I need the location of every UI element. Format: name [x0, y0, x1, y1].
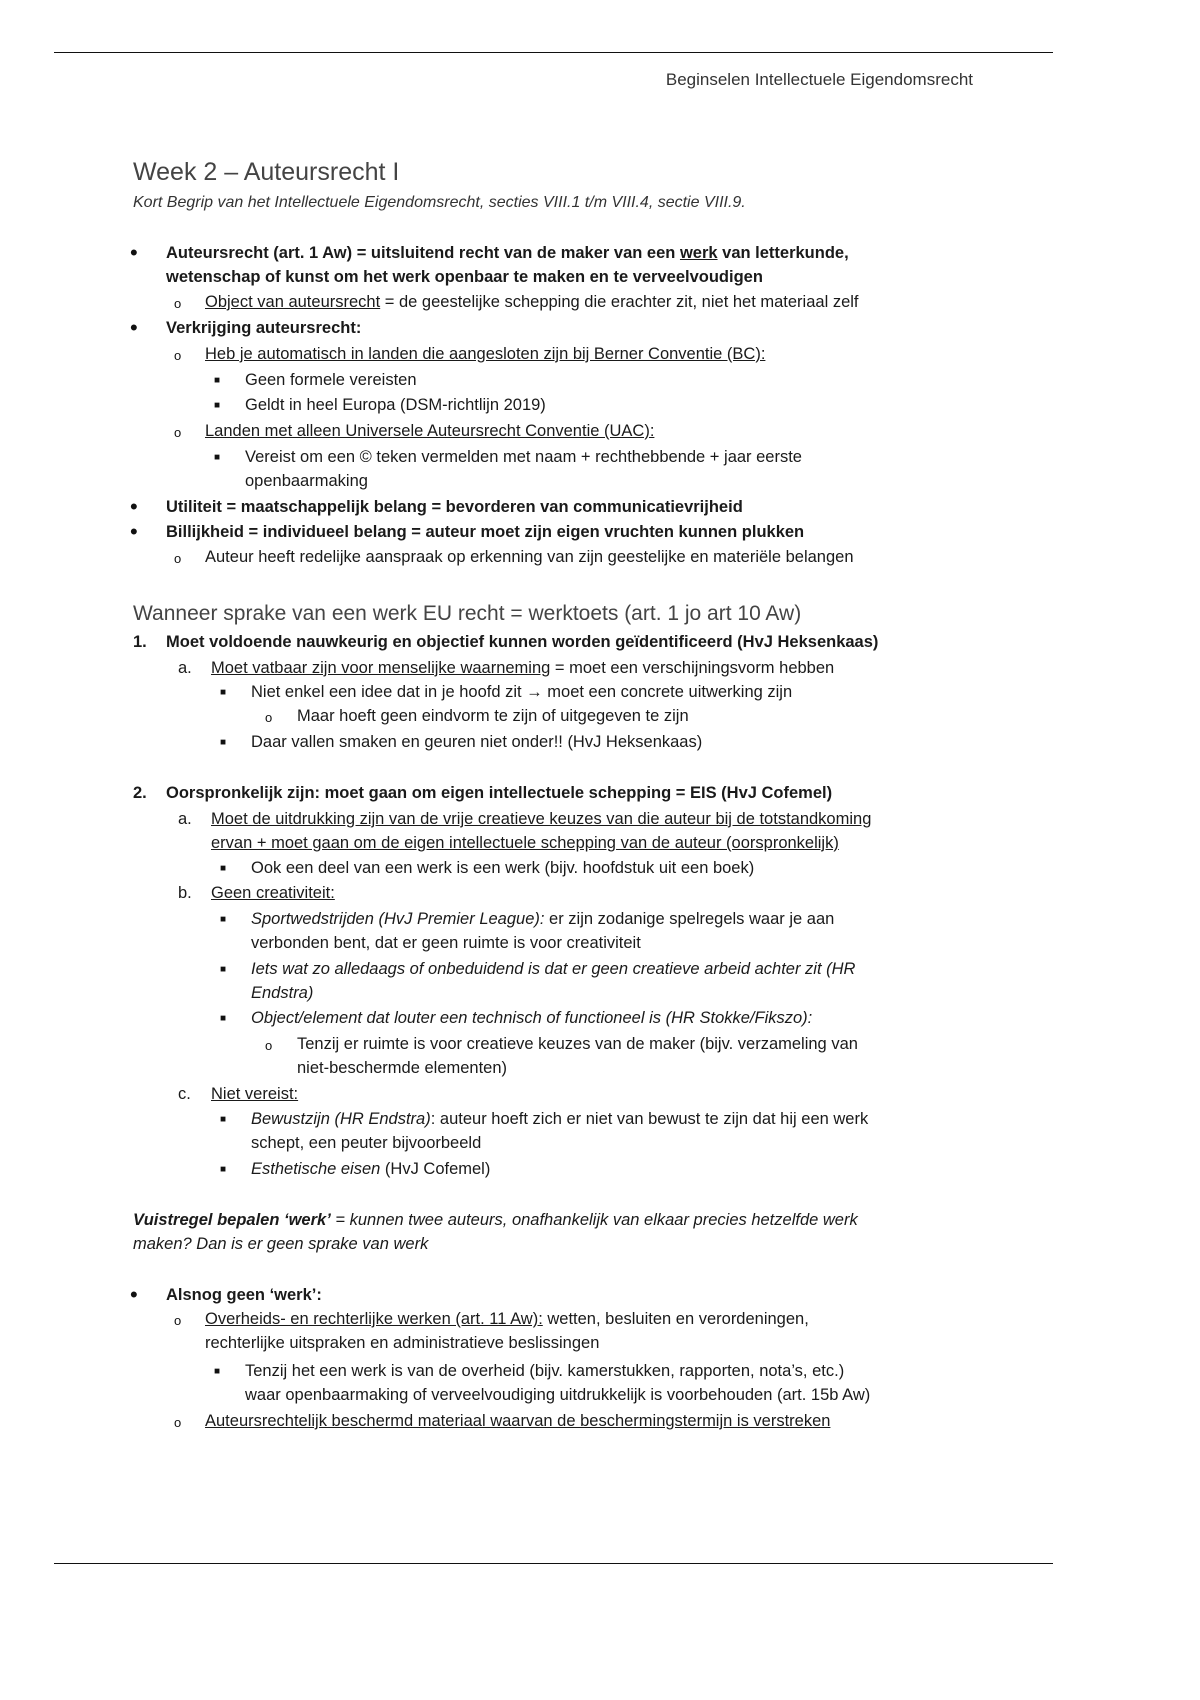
- billijkheid-line: Billijkheid = individueel belang = auteur moet zijn eigen vruchten kunnen plukken: [166, 523, 805, 541]
- werktoets-heading: Wanneer sprake van een werk EU recht = werktoets (art. 1 jo art 10 Aw): [133, 602, 802, 625]
- footer-rule: [54, 1563, 1053, 1564]
- list-number: 1.: [133, 633, 147, 651]
- bullet-square: ■: [220, 964, 227, 975]
- object-line: [205, 293, 859, 312]
- list-letter: c.: [178, 1085, 191, 1103]
- aanspraak-line: Auteur heeft redelijke aanspraak op erkenning van zijn geestelijke en materiële belangen: [205, 548, 854, 566]
- text-span: er zijn zodanige spelregels waar je aan: [544, 910, 835, 928]
- bullet-circle: o: [174, 1313, 182, 1328]
- overheid-tenzij-line: Tenzij het een werk is van de overheid (bijv. kamerstukken, rapporten, nota’s, etc.): [245, 1362, 845, 1380]
- auteursrecht-definition: [166, 244, 849, 263]
- bullet-disc: •: [130, 1282, 138, 1307]
- text-span: = de geestelijke schepping die erachter zit, niet het materiaal zelf: [380, 293, 859, 311]
- page-subtitle: Kort Begrip van het Intellectuele Eigendomsrecht, secties VIII.1 t/m VIII.4, sectie VIII.9.: [133, 194, 746, 211]
- page-title: Week 2 – Auteursrecht I: [133, 158, 400, 186]
- text-span: Sportwedstrijden (HvJ Premier League):: [251, 910, 545, 928]
- alledaags-line: Iets wat zo alledaags of onbeduidend is dat er geen creatieve arbeid achter zit (HR: [251, 960, 856, 978]
- bullet-disc: •: [130, 240, 138, 265]
- vereist-line-cont: openbaarmaking: [245, 472, 368, 490]
- header-rule: [54, 52, 1053, 53]
- list-letter: b.: [178, 884, 192, 902]
- overheid-line-cont: rechterlijke uitspraken en administratieve beslissingen: [205, 1334, 600, 1352]
- list-letter: a.: [178, 810, 192, 828]
- bullet-square: ■: [220, 687, 227, 698]
- bullet-square: ■: [220, 1164, 227, 1175]
- geen-formele-line: Geen formele vereisten: [245, 371, 417, 389]
- auteursrecht-definition-cont: wetenschap of kunst om het werk openbaar te maken en te verveelvoudigen: [166, 268, 763, 286]
- bullet-circle: o: [174, 348, 182, 363]
- text-span: = moet een verschijningsvorm hebben: [550, 659, 835, 677]
- bullet-circle: o: [174, 296, 182, 311]
- object-tech-line: Object/element dat louter een technisch of functioneel is (HR Stokke/Fikszo):: [251, 1009, 813, 1027]
- text-span: wetten, besluiten en verordeningen,: [542, 1310, 809, 1328]
- text-span: Overheids- en rechterlijke werken (art. 11 Aw):: [205, 1310, 543, 1328]
- bullet-square: ■: [214, 375, 221, 386]
- vuistregel-line-cont: maken? Dan is er geen sprake van werk: [133, 1235, 429, 1253]
- text-span: werk: [679, 244, 718, 262]
- overheid-line: [205, 1310, 809, 1329]
- bullet-square: ■: [214, 400, 221, 411]
- text-span: Auteursrecht (art. 1 Aw) = uitsluitend recht van de maker van een: [166, 244, 680, 262]
- vuistregel-line: [133, 1211, 858, 1230]
- bullet-circle: o: [174, 551, 182, 566]
- niet-enkel-line: Niet enkel een idee dat in je hoofd zit → moet een concrete uitwerking zijn: [251, 683, 793, 701]
- bullet-square: ■: [214, 452, 221, 463]
- bullet-square: ■: [220, 1114, 227, 1125]
- item1-line: Moet voldoende nauwkeurig en objectief kunnen worden geïdentificeerd (HvJ Heksenkaas): [166, 633, 879, 651]
- geldt-line: Geldt in heel Europa (DSM-richtlijn 2019): [245, 396, 546, 414]
- text-span: (HvJ Cofemel): [380, 1160, 491, 1178]
- alledaags-line-cont: Endstra): [251, 984, 314, 1002]
- running-header: Beginselen Intellectuele Eigendomsrecht: [665, 70, 973, 89]
- esthetisch-line: [251, 1160, 490, 1179]
- item2a-line-cont: ervan + moet gaan om de eigen intellectuele schepping van de auteur (oorspronkelijk): [211, 834, 839, 852]
- berner-line: Heb je automatisch in landen die aangesloten zijn bij Berner Conventie (BC):: [205, 345, 766, 363]
- text-span: van letterkunde,: [717, 244, 849, 262]
- eindvorm-line: Maar hoeft geen eindvorm te zijn of uitgegeven te zijn: [297, 707, 689, 725]
- beschermd-line: Auteursrechtelijk beschermd materiaal waarvan de beschermingstermijn is verstreken: [205, 1412, 831, 1430]
- deel-line: Ook een deel van een werk is een werk (bijv. hoofdstuk uit een boek): [251, 859, 755, 877]
- item2-line: Oorspronkelijk zijn: moet gaan om eigen intellectuele schepping = EIS (HvJ Cofemel): [166, 784, 833, 802]
- tenzij-line-cont: niet-beschermde elementen): [297, 1059, 508, 1077]
- smaken-line: Daar vallen smaken en geuren niet onder!! (HvJ Heksenkaas): [251, 733, 703, 751]
- bewust-line-cont: schept, een peuter bijvoorbeeld: [251, 1134, 482, 1152]
- uac-line: Landen met alleen Universele Auteursrecht Conventie (UAC):: [205, 422, 655, 440]
- bullet-square: ■: [214, 1366, 221, 1377]
- bullet-square: ■: [220, 914, 227, 925]
- overheid-tenzij-line-cont: waar openbaarmaking of verveelvoudiging uitdrukkelijk is voorbehouden (art. 15b Aw): [245, 1386, 871, 1404]
- bullet-circle: o: [265, 1038, 273, 1053]
- tenzij-line: Tenzij er ruimte is voor creatieve keuzes van de maker (bijv. verzameling van: [297, 1035, 858, 1053]
- bullet-square: ■: [220, 737, 227, 748]
- item1a-line: [211, 659, 834, 678]
- bullet-disc: •: [130, 519, 138, 544]
- list-number: 2.: [133, 784, 147, 802]
- sport-line: [251, 910, 834, 929]
- bullet-square: ■: [220, 1013, 227, 1024]
- text-span: Bewustzijn (HR Endstra): [251, 1110, 431, 1128]
- item2c-line: Niet vereist:: [211, 1085, 299, 1103]
- utiliteit-line: Utiliteit = maatschappelijk belang = bevorderen van communicatievrijheid: [166, 498, 743, 516]
- sport-line-cont: verbonden bent, dat er geen ruimte is voor creativiteit: [251, 934, 641, 952]
- text-span: = kunnen twee auteurs, onafhankelijk van elkaar precies hetzelfde werk: [330, 1211, 858, 1229]
- bullet-circle: o: [174, 1415, 182, 1430]
- verkrijging-heading: Verkrijging auteursrecht:: [166, 319, 362, 337]
- item2a-line: Moet de uitdrukking zijn van de vrije creatieve keuzes van die auteur bij de totstandkoming: [211, 810, 872, 828]
- vereist-line: Vereist om een © teken vermelden met naam + rechthebbende + jaar eerste: [245, 448, 802, 466]
- list-letter: a.: [178, 659, 192, 677]
- text-span: Esthetische eisen: [251, 1160, 381, 1178]
- text-span: Vuistregel bepalen ‘werk’: [133, 1211, 331, 1229]
- text-span: Moet vatbaar zijn voor menselijke waarneming: [211, 659, 551, 677]
- bullet-disc: •: [130, 315, 138, 340]
- bullet-square: ■: [220, 863, 227, 874]
- bewust-line: [251, 1110, 868, 1129]
- item2b-line: Geen creativiteit:: [211, 884, 335, 902]
- bullet-circle: o: [174, 425, 182, 440]
- bullet-circle: o: [265, 710, 273, 725]
- alsnog-heading: Alsnog geen ‘werk’:: [166, 1286, 322, 1304]
- bullet-disc: •: [130, 494, 138, 519]
- text-span: Object van auteursrecht: [205, 293, 381, 311]
- text-span: : auteur hoeft zich er niet van bewust te zijn dat hij een werk: [430, 1110, 869, 1128]
